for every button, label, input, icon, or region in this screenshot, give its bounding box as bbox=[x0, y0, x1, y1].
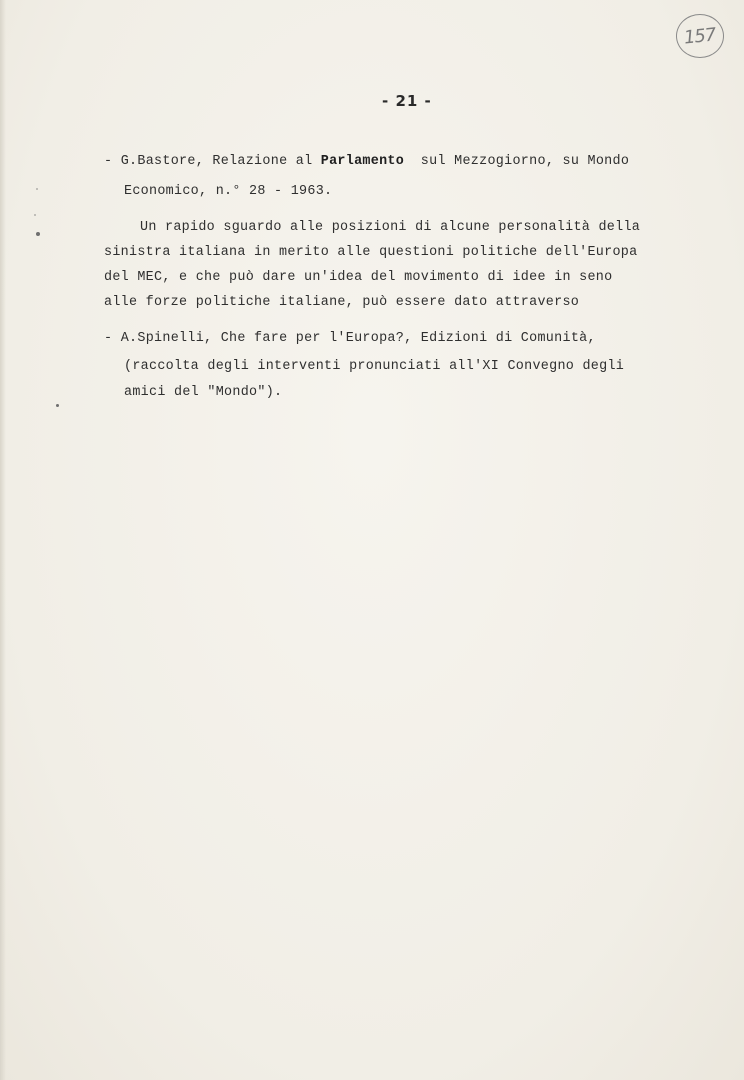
scan-speck bbox=[34, 214, 36, 216]
scan-speck bbox=[56, 404, 59, 407]
paragraph-line-3: del MEC, e che può dare un'idea del movimento di idee in seno bbox=[104, 270, 613, 285]
entry-1-text-b: sul Mezzogiorno, su Mondo bbox=[404, 154, 630, 169]
paragraph-line-1: Un rapido sguardo alle posizioni di alcune personalità della bbox=[140, 220, 641, 235]
entry-2-text: A.Spinelli, Che fare per l'Europa?, Edizioni di Comunità, bbox=[120, 331, 596, 346]
entry-2-line-3: amici del "Mondo"). bbox=[124, 385, 283, 400]
entry-2-bullet: - bbox=[104, 331, 113, 346]
entry-1-text-a: G.Bastore, Relazione al bbox=[120, 154, 321, 169]
paragraph-line-2: sinistra italiana in merito alle questioni politiche dell'Europa bbox=[104, 245, 638, 260]
scan-speck bbox=[36, 232, 40, 236]
page-edge-shadow bbox=[0, 0, 6, 1080]
entry-1-text-bold: Parlamento bbox=[320, 154, 405, 169]
entry-1-line-1 bbox=[104, 154, 629, 169]
paragraph-line-4: alle forze politiche italiane, può essere dato attraverso bbox=[104, 295, 580, 310]
entry-2-line-2: (raccolta degli interventi pronunciati all'XI Convegno degli bbox=[124, 359, 625, 374]
scan-speck bbox=[36, 188, 38, 190]
archive-stamp bbox=[676, 14, 724, 58]
page-number: - 21 - bbox=[382, 92, 432, 110]
stamp-number: 157 bbox=[683, 23, 717, 49]
entry-1-line-2: Economico, n.° 28 - 1963. bbox=[124, 184, 333, 199]
entry-2-line-1 bbox=[104, 331, 596, 346]
entry-1-bullet: - bbox=[104, 154, 113, 169]
